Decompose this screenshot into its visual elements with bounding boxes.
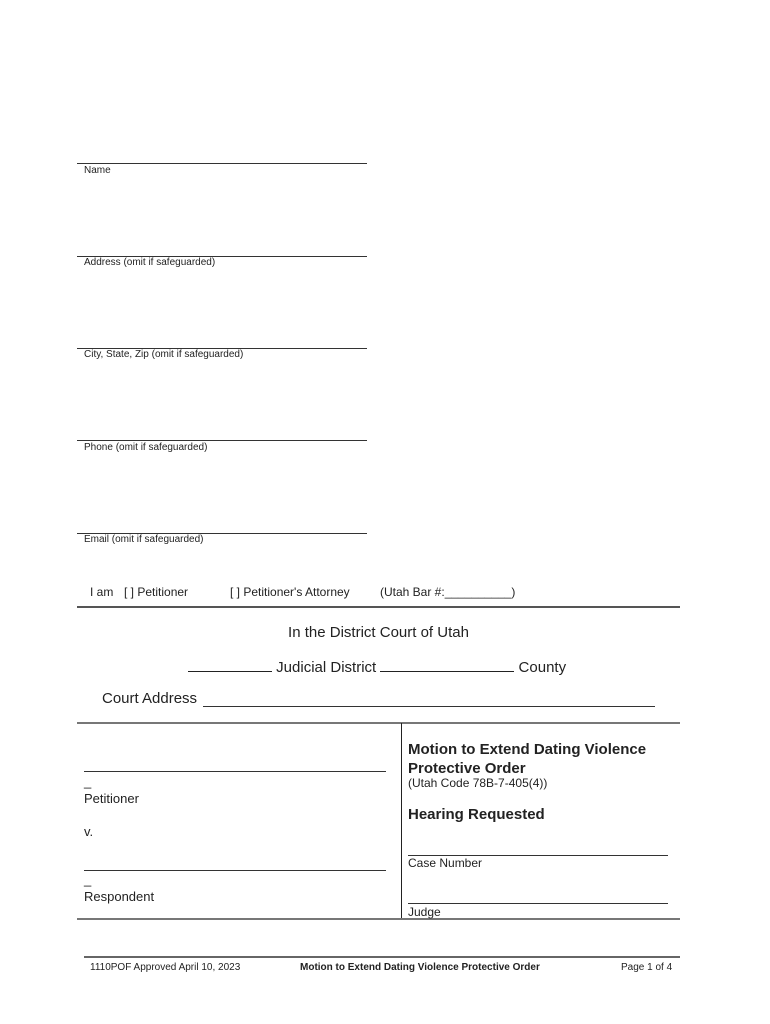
respondent-label: Respondent: [84, 889, 155, 904]
phone-label: Phone (omit if safeguarded): [84, 442, 208, 453]
attorney-checkbox[interactable]: [ ] Petitioner's Attorney: [230, 585, 350, 599]
court-title: In the District Court of Utah: [288, 624, 469, 641]
judge-label: Judge: [408, 905, 441, 919]
respondent-line[interactable]: [84, 870, 386, 871]
judge-line[interactable]: [408, 903, 668, 904]
address-label: Address (omit if safeguarded): [84, 257, 216, 268]
phone-line[interactable]: [77, 440, 367, 441]
name-line[interactable]: [77, 163, 367, 164]
respondent-underscore: _: [84, 872, 92, 887]
i-am-label: I am: [90, 585, 114, 599]
petitioner-label: Petitioner: [84, 791, 139, 806]
hearing-requested: Hearing Requested: [408, 806, 545, 823]
district-row: [188, 658, 566, 676]
county-blank[interactable]: [380, 658, 514, 672]
district-blank[interactable]: [188, 658, 272, 672]
judicial-district-label: Judicial District: [276, 659, 377, 676]
footer-title: Motion to Extend Dating Violence Protective Order: [300, 962, 540, 973]
utah-code: (Utah Code 78B-7-405(4)): [408, 776, 548, 790]
footer-form-id: 1110POF Approved April 10, 2023: [90, 962, 241, 973]
petitioner-underscore: _: [84, 774, 92, 789]
case-number-label: Case Number: [408, 856, 483, 870]
utah-bar-field[interactable]: (Utah Bar #:__________): [380, 585, 516, 599]
caption-top-border: [77, 722, 680, 724]
versus-label: v.: [84, 824, 94, 839]
caption-bottom-border: [77, 918, 680, 920]
email-label: Email (omit if safeguarded): [84, 534, 204, 545]
caption-divider: [401, 723, 402, 919]
city-label: City, State, Zip (omit if safeguarded): [84, 349, 244, 360]
divider: [77, 606, 680, 608]
court-address-label: Court Address: [102, 690, 198, 707]
petitioner-line[interactable]: [84, 771, 386, 772]
petitioner-checkbox[interactable]: [ ] Petitioner: [124, 585, 189, 599]
name-label: Name: [84, 165, 111, 176]
court-address-line[interactable]: [203, 706, 655, 707]
motion-title: Motion to Extend Dating Violence Protective Order: [408, 741, 647, 777]
footer-rule: [84, 956, 680, 958]
footer-page: Page 1 of 4: [621, 962, 673, 973]
county-label: County: [518, 659, 567, 676]
